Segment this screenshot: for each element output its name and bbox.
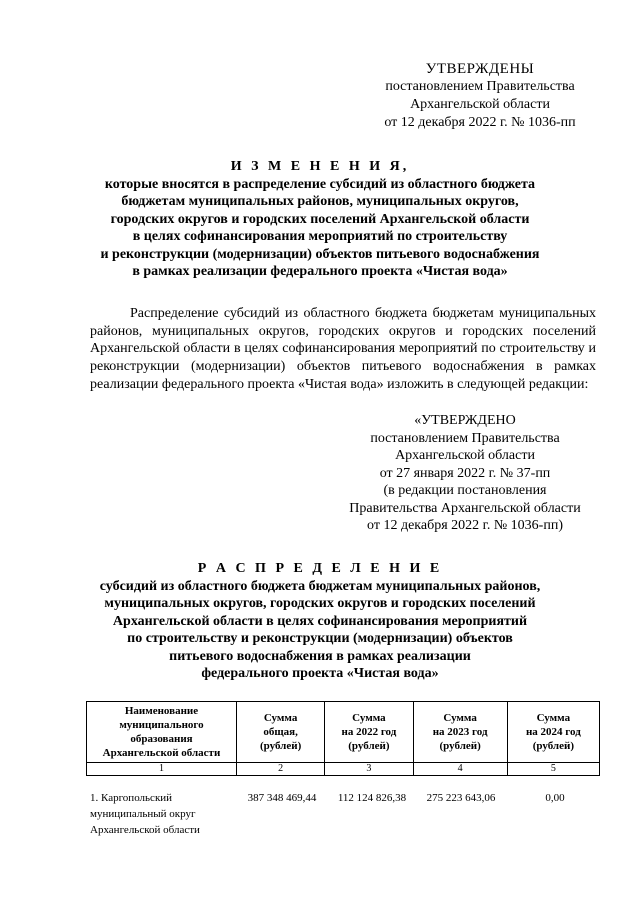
approval-line: Архангельской области — [410, 97, 550, 112]
column-number: 3 — [325, 763, 413, 776]
column-number: 2 — [236, 763, 324, 776]
approval-line: «УТВЕРЖДЕНО — [414, 413, 516, 428]
approval-line: Правительства Архангельской области — [349, 500, 581, 516]
distribution-title-line: по строительству и реконструкции (модернизации) объектов — [127, 631, 513, 646]
changes-title-line: и реконструкции (модернизации) объектов питьевого водоснабжения — [100, 246, 540, 262]
amount-2022: 112 124 826,38 — [337, 792, 407, 804]
approval-stamp-2 — [330, 412, 600, 535]
changes-title-line: которые вносятся в распределение субсидий из областного бюджета — [104, 176, 536, 192]
amount-total: 387 348 469,44 — [247, 792, 317, 804]
changes-heading: И З М Е Н Е Н И Я, — [230, 159, 410, 174]
distribution-table — [86, 701, 600, 776]
distribution-title-line: федерального проекта «Чистая вода» — [201, 666, 439, 681]
column-header-2023: Сумма на 2023 год (рублей) — [413, 702, 507, 763]
distribution-title — [60, 560, 580, 683]
column-number: 1 — [87, 763, 237, 776]
distribution-heading: Р А С П Р Е Д Е Л Е Н И Е — [197, 561, 443, 576]
distribution-title-line: питьевого водоснабжения в рамках реализации — [169, 648, 471, 664]
amount-2024: 0,00 — [545, 792, 565, 804]
approval-line: (в редакции постановления — [383, 483, 547, 498]
approval-line: постановлением Правительства — [370, 430, 560, 446]
column-number: 4 — [413, 763, 507, 776]
approval-line: постановлением Правительства — [385, 79, 575, 94]
body-paragraph-text: Распределение субсидий из областного бюджета бюджетам муниципальных районов, муниципальных округов, городских округов и городских поселений Архангельской области в целях софинансирования мероприятий по строительству и реконструкции (модернизации) объектов питьевого водоснабжения в рамках реализации федерального проекта «Чистая вода» изложить в следующей редакции: — [90, 306, 596, 392]
approval-line: от 12 декабря 2022 г. № 1036-пп) — [367, 518, 563, 533]
column-header-municipality: Наименование муниципального образования Архангельской области — [87, 702, 237, 763]
changes-title-line: в целях софинансирования мероприятий по строительству — [132, 229, 508, 244]
approval-line: от 27 января 2022 г. № 37-пп — [379, 465, 551, 481]
distribution-title-line: субсидий из областного бюджета бюджетам муниципальных районов, — [99, 578, 541, 594]
distribution-title-line: муниципальных округов, городских округов и городских поселений — [104, 596, 536, 611]
body-paragraph — [90, 305, 596, 394]
column-header-2022: Сумма на 2022 год (рублей) — [325, 702, 413, 763]
approval-line: Архангельской области — [395, 448, 535, 463]
approval-stamp — [360, 60, 600, 132]
amount-2023: 275 223 643,06 — [426, 792, 496, 804]
column-header-2024: Сумма на 2024 год (рублей) — [507, 702, 599, 763]
distribution-title-line: Архангельской области в целях софинансирования мероприятий — [112, 613, 528, 629]
changes-title-line: в рамках реализации федерального проекта «Чистая вода» — [132, 264, 508, 279]
column-number: 5 — [507, 763, 599, 776]
approval-line: от 12 декабря 2022 г. № 1036-пп — [384, 115, 576, 130]
table-header-row — [87, 702, 600, 763]
column-header-total: Сумма общая, (рублей) — [236, 702, 324, 763]
changes-title — [70, 158, 570, 281]
approval-heading: УТВЕРЖДЕНЫ — [425, 61, 535, 77]
municipality-name: 1. Каргопольский муниципальный округ Архангельской области — [90, 792, 200, 836]
changes-title-line: бюджетам муниципальных районов, муниципальных округов, — [121, 194, 519, 209]
changes-title-line: городских округов и городских поселений Архангельской области — [110, 211, 530, 227]
column-number-row — [87, 763, 600, 776]
